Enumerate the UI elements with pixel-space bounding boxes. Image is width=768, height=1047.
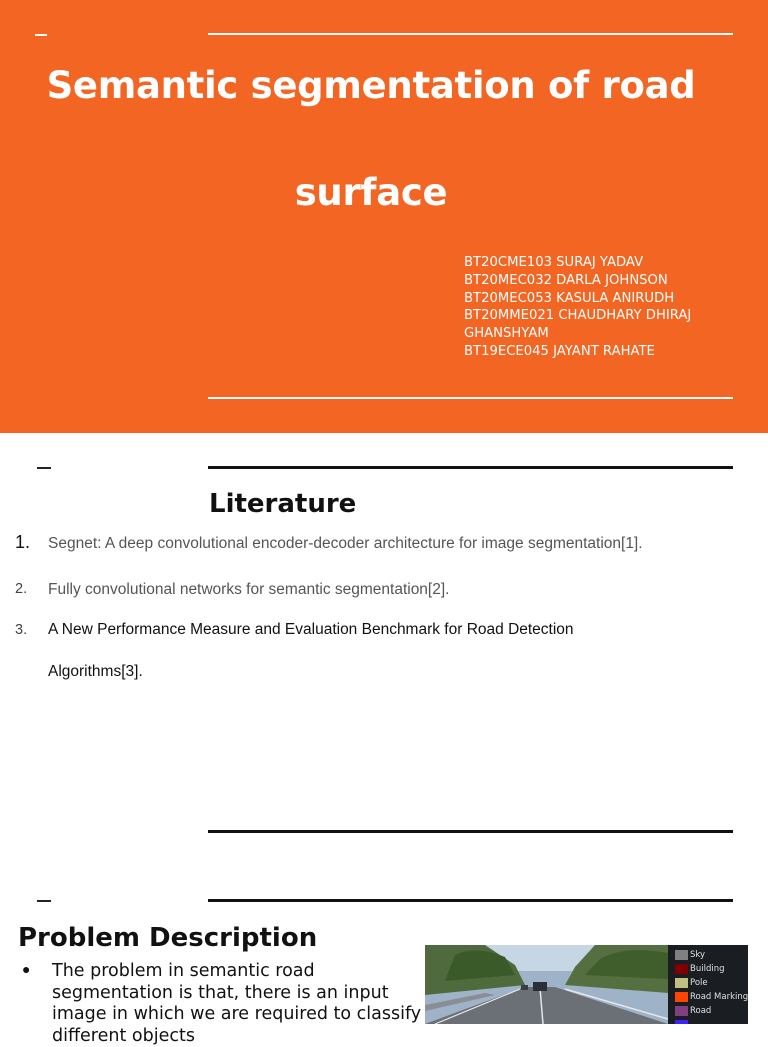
slide-dash	[37, 900, 51, 902]
legend-swatch	[675, 964, 688, 974]
slide-dash	[35, 34, 47, 36]
legend-label: Road	[690, 1006, 712, 1016]
legend-swatch	[675, 978, 688, 988]
legend-label: Building	[690, 964, 725, 974]
problem-heading: Problem Description	[18, 923, 318, 953]
problem-bullet: The problem in semantic road segmentation is that, there is an input image in which we are required to classify different objects	[52, 961, 422, 1046]
legend-swatch	[675, 992, 688, 1002]
road-segmentation-image	[425, 945, 748, 1024]
legend-label: Road Marking	[690, 992, 748, 1002]
author-entry: GHANSHYAM	[464, 326, 549, 342]
top-rule	[208, 899, 733, 902]
list-number: 2.	[15, 581, 28, 597]
list-number: 1.	[15, 532, 31, 552]
slide-title-line1: Semantic segmentation of road	[46, 64, 696, 107]
bullet-icon: ●	[22, 961, 31, 977]
author-list	[464, 254, 691, 361]
literature-item-cont: Algorithms[3].	[48, 663, 143, 680]
list-number: 3.	[15, 622, 28, 638]
top-rule	[208, 33, 733, 35]
author-entry: BT19ECE045 JAYANT RAHATE	[464, 343, 655, 359]
legend-swatch	[675, 1020, 688, 1024]
author-entry: BT20MME021 CHAUDHARY DHIRAJ	[464, 308, 692, 324]
legend-swatch	[675, 1006, 688, 1016]
author-entry: BT20CME103 SURAJ YADAV	[464, 255, 644, 270]
author-entry: BT20MEC053 KASULA ANIRUDH	[464, 290, 675, 306]
legend-label: Sky	[690, 950, 706, 960]
slide-dash	[37, 467, 51, 469]
slide-title-line2: surface	[294, 171, 448, 214]
literature-item: Fully convolutional networks for semantic segmentation[2].	[48, 581, 450, 598]
literature-item: A New Performance Measure and Evaluation Benchmark for Road Detection	[48, 621, 574, 638]
legend-swatch	[675, 950, 688, 960]
author-entry: BT20MEC032 DARLA JOHNSON	[464, 272, 668, 288]
legend-label: Pole	[690, 978, 708, 988]
literature-item: Segnet: A deep convolutional encoder-decoder architecture for image segmentation[1].	[48, 535, 643, 552]
title-slide	[0, 0, 768, 433]
bottom-rule	[208, 830, 733, 833]
top-rule	[208, 466, 733, 469]
bottom-rule	[208, 397, 733, 399]
literature-heading: Literature	[209, 489, 357, 519]
